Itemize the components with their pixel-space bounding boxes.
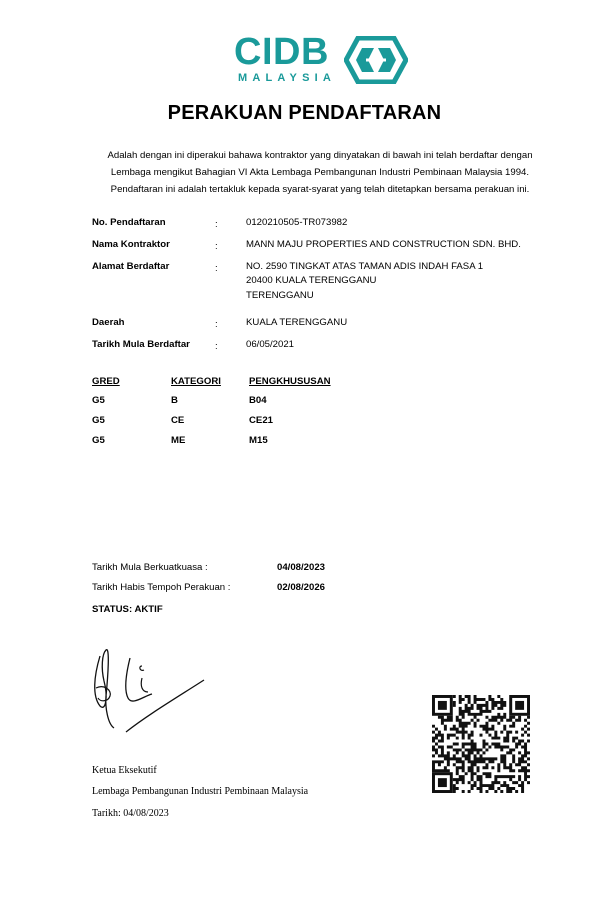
colon: : — [215, 341, 218, 352]
document-title: PERAKUAN PENDAFTARAN — [167, 102, 442, 124]
colon: : — [215, 319, 218, 330]
colon: : — [215, 241, 218, 252]
label-tarikh-habis-tempoh: Tarikh Habis Tempoh Perakuan : — [92, 582, 231, 593]
row-3-kategori: ME — [171, 435, 186, 446]
logo-subtitle: MALAYSIA — [238, 72, 337, 84]
label-nama-kontraktor: Nama Kontraktor — [92, 239, 170, 250]
footer-organisation: Lembaga Pembangunan Industri Pembinaan Malaysia — [92, 786, 309, 797]
footer-role: Ketua Eksekutif — [92, 765, 157, 776]
value-alamat-line-1: NO. 2590 TINGKAT ATAS TAMAN ADIS INDAH FASA 1 — [246, 261, 484, 272]
status-text: STATUS: AKTIF — [92, 604, 163, 615]
value-alamat-line-3: TERENGGANU — [246, 290, 314, 301]
colon: : — [215, 219, 218, 230]
row-2-kategori: CE — [171, 415, 185, 426]
value-no-pendaftaran: 0120210505-TR073982 — [246, 217, 348, 228]
footer-date: Tarikh: 04/08/2023 — [92, 808, 169, 819]
row-1-pengkhususan: B04 — [249, 395, 267, 406]
value-tarikh-habis-tempoh: 02/08/2026 — [277, 582, 326, 593]
qr-code-icon — [432, 695, 530, 793]
value-alamat-line-2: 20400 KUALA TERENGGANU — [246, 275, 377, 286]
intro-line-2: Lembaga mengikut Bahagian VI Akta Lembaga Pembangunan Industri Pembinaan Malaysia 1994. — [110, 167, 530, 178]
header-gred: GRED — [92, 376, 120, 387]
row-1-gred: G5 — [92, 395, 105, 406]
label-alamat: Alamat Berdaftar — [92, 261, 170, 272]
value-tarikh-mula-berdaftar: 06/05/2021 — [246, 339, 295, 350]
row-2-pengkhususan: CE21 — [249, 415, 273, 426]
value-tarikh-mula-berkuatkuasa: 04/08/2023 — [277, 562, 326, 573]
colon: : — [215, 263, 218, 274]
row-2-gred: G5 — [92, 415, 105, 426]
intro-line-3: Pendaftaran ini adalah tertakluk kepada syarat-syarat yang telah ditetapkan bersama perakuan ini. — [110, 184, 530, 195]
row-1-kategori: B — [171, 395, 178, 406]
signature-icon — [86, 636, 216, 736]
intro-line-1: Adalah dengan ini diperakui bahawa kontraktor yang dinyatakan di bawah ini telah berdaftar dengan — [107, 150, 533, 161]
label-daerah: Daerah — [92, 317, 125, 328]
row-3-pengkhususan: M15 — [249, 435, 268, 446]
value-daerah: KUALA TERENGGANU — [246, 317, 348, 328]
cidb-hexagon-logo-icon — [344, 36, 408, 84]
row-3-gred: G5 — [92, 435, 105, 446]
label-no-pendaftaran: No. Pendaftaran — [92, 217, 166, 228]
cidb-logo — [234, 32, 410, 90]
logo-wordmark: CIDB — [234, 31, 329, 73]
label-tarikh-mula-berdaftar: Tarikh Mula Berdaftar — [92, 339, 190, 350]
label-tarikh-mula-berkuatkuasa: Tarikh Mula Berkuatkuasa : — [92, 562, 208, 573]
value-nama-kontraktor: MANN MAJU PROPERTIES AND CONSTRUCTION SDN. BHD. — [246, 239, 521, 250]
header-kategori: KATEGORI — [171, 376, 221, 387]
header-pengkhususan: PENGKHUSUSAN — [249, 376, 331, 387]
